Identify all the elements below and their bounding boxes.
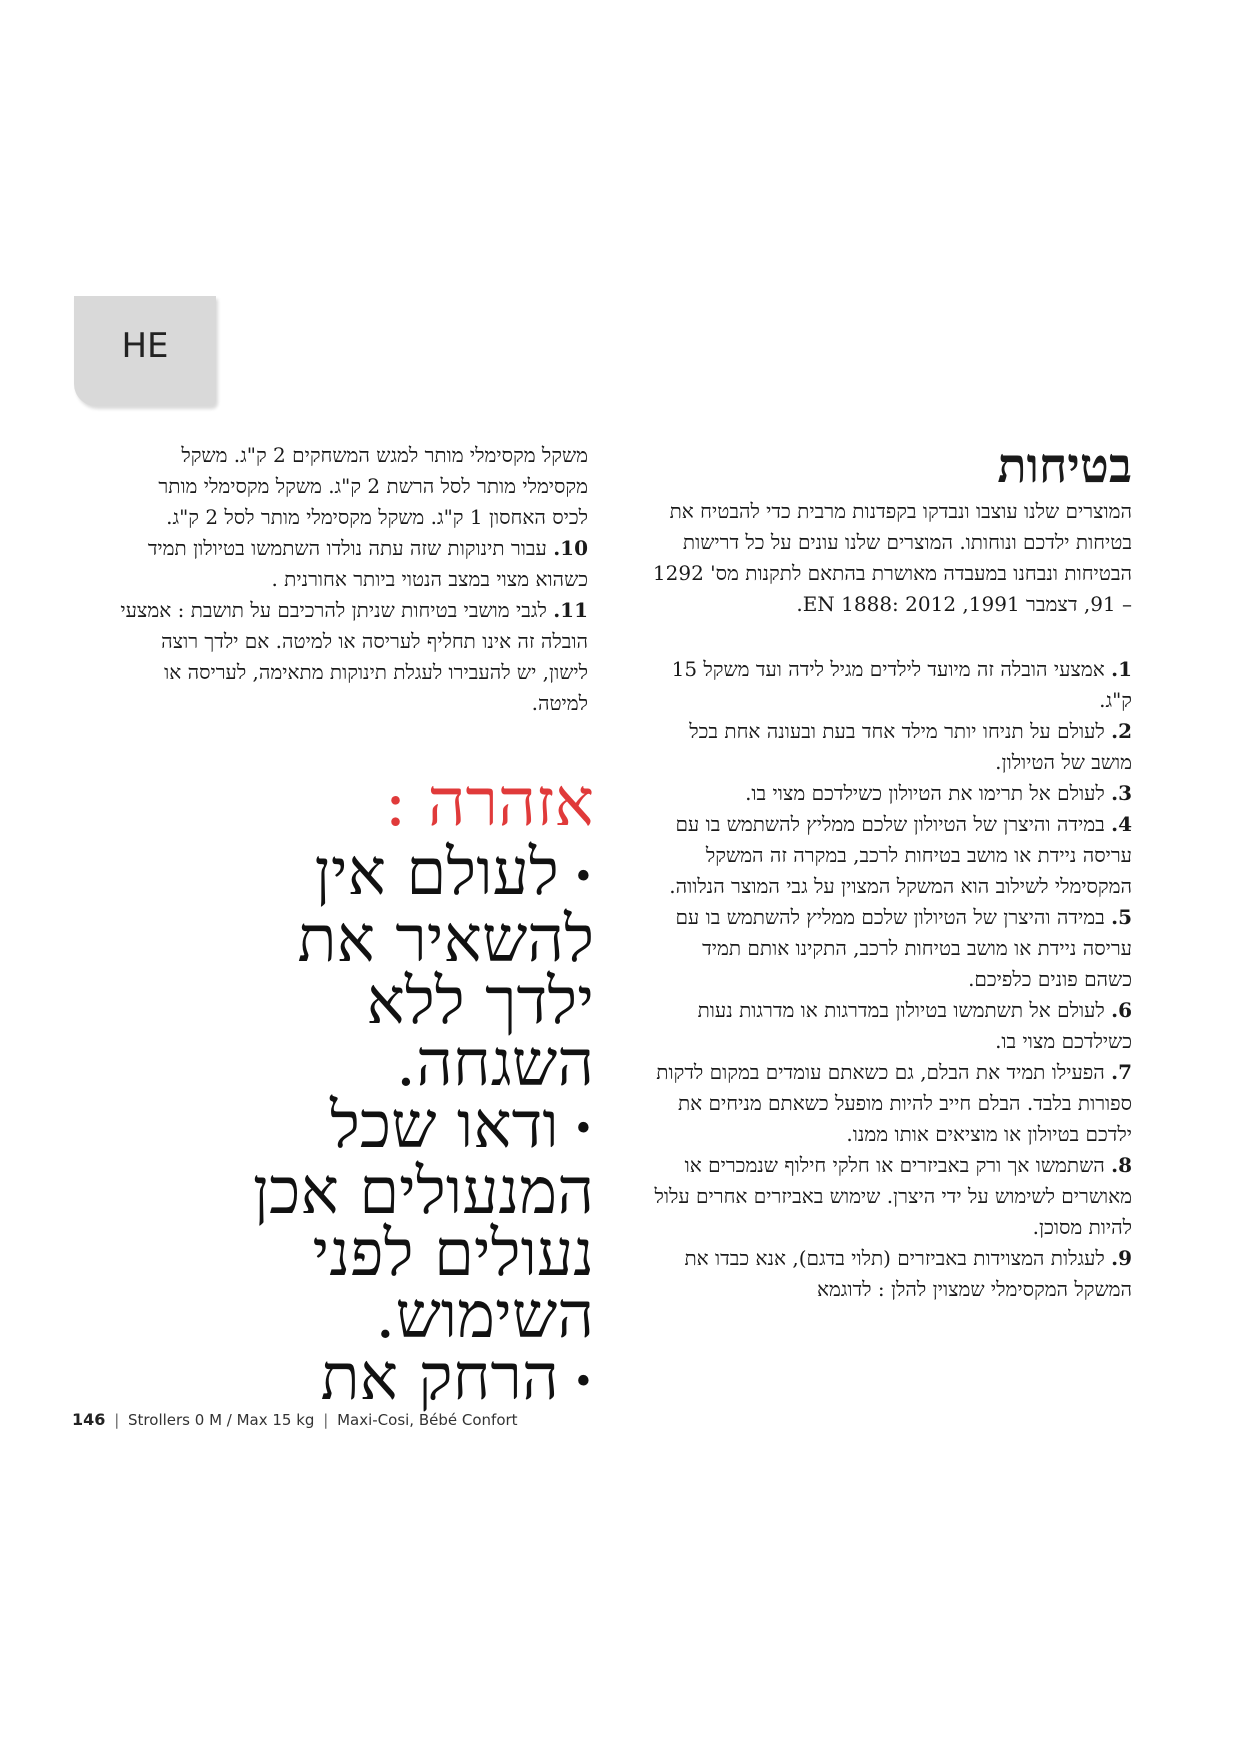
section-title: בטיחות [997, 440, 1132, 493]
footer-separator: | [114, 1411, 120, 1429]
footer-separator: | [323, 1411, 329, 1429]
page-footer [72, 1410, 518, 1429]
list-item: 7. הפעילו תמיד את הבלם, גם כשאתם עומדים במקום לדקות ספורות בלבד. הבלם חייב להיות מופעל כשאתם מניחים את ילדכם בטיולון או מוציאים אותו ממנו. [656, 1060, 1132, 1146]
warning-item: •הרחק את [320, 1341, 594, 1415]
page-number: 146 [72, 1410, 106, 1429]
list-item: 10. עבור תינוקות שזה עתה נולדו השתמשו בטיולון תמיד כשהוא מצוי במצב הנטוי ביותר אחורנית . [147, 536, 588, 591]
weights-paragraph: משקל מקסימלי מותר למגש המשחקים 2 ק"ג. משקל מקסימלי מותר לסל הרשת 2 ק"ג. משקל מקסימלי מותר לכיס האחסון 1 ק"ג. משקל מקסימלי מותר לסל 2 ק"ג. [158, 443, 588, 529]
bullet-icon: • [572, 1109, 594, 1150]
warning-item: •לעולם אין להשאיר את ילדך ללא השגחה. [297, 836, 594, 1101]
safety-column [650, 440, 1132, 1305]
list-item: 1. אמצעי הובלה זה מיועד לילדים מגיל לידה ועד משקל 15 ק"ג. [671, 657, 1132, 712]
language-tab [74, 296, 216, 406]
list-item: 9. לעגלות המצוידות באביזרים (תלוי בדגם), אנא כבדו את המשקל המקסימלי שמצוין להלן : לדוגמא [684, 1246, 1132, 1301]
footer-product: Strollers 0 M / Max 15 kg [128, 1411, 315, 1429]
continued-column [118, 440, 588, 719]
language-label: HE [121, 326, 169, 366]
bullet-icon: • [572, 1361, 594, 1403]
footer-brand: Maxi-Cosi, Bébé Confort [337, 1411, 518, 1429]
intro-paragraph: המוצרים שלנו עוצבו ונבדקו בקפדנות מרבית כדי להבטיח את בטיחות ילדכם ונוחותו. המוצרים שלנו עונים על כל דרישות הבטיחות ונבחנו במעבדה מאושרת בהתאם לתקנות מס' 1292 – 91, דצמבר 1991, EN 1888: 2012. [652, 499, 1132, 616]
warning-list [222, 836, 594, 1415]
list-item: 6. לעולם אל תשתמשו בטיולון במדרגות או מדרגות נעות כשילדכם מצוי בו. [697, 998, 1132, 1053]
list-item: 2. לעולם על תניחו יותר מילד אחד בעת ובעונה אחת בכל מושב של הטיולון. [689, 719, 1132, 774]
warning-title: אזהרה : [384, 764, 594, 841]
warning-item: •ודאו שכל המנעולים אכן נעולים לפני השימוש. [252, 1088, 594, 1353]
bullet-icon: • [572, 856, 594, 898]
warning-box [222, 764, 594, 1415]
list-item: 5. במידה והיצרן של הטיולון שלכם ממליץ להשתמש בו עם עריסה ניידת או מושב בטיחות לרכב, התקינו אותם תמיד כשהם פונים כלפיכם. [675, 905, 1132, 991]
list-item: 11. לגבי מושבי בטיחות שניתן להרכיבם על תושבת : אמצעי הובלה זה אינו תחליף לעריסה או למיטה. אם ילדך רוצה לישון, יש להעבירו לעגלת תינוקות מתאימה, לעריסה או למיטה. [120, 598, 588, 715]
list-item: 8. השתמשו אך ורק באביזרים או חלקי חילוף שנמכרים או מאושרים לשימוש על ידי היצרן. שימוש באביזרים אחרים עלול להיות מסוכן. [654, 1153, 1132, 1239]
continued-list [118, 533, 588, 719]
list-item: 4. במידה והיצרן של הטיולון שלכם ממליץ להשתמש בו עם עריסה ניידת או מושב בטיחות לרכב, במקרה זה המשקל המקסימלי לשילוב הוא המשקל המצוין על גבי המוצר הנלווה. [669, 812, 1132, 898]
safety-list [650, 654, 1132, 1305]
list-item: 3. לעולם אל תרימו את הטיולון כשילדכם מצוי בו. [745, 781, 1132, 805]
